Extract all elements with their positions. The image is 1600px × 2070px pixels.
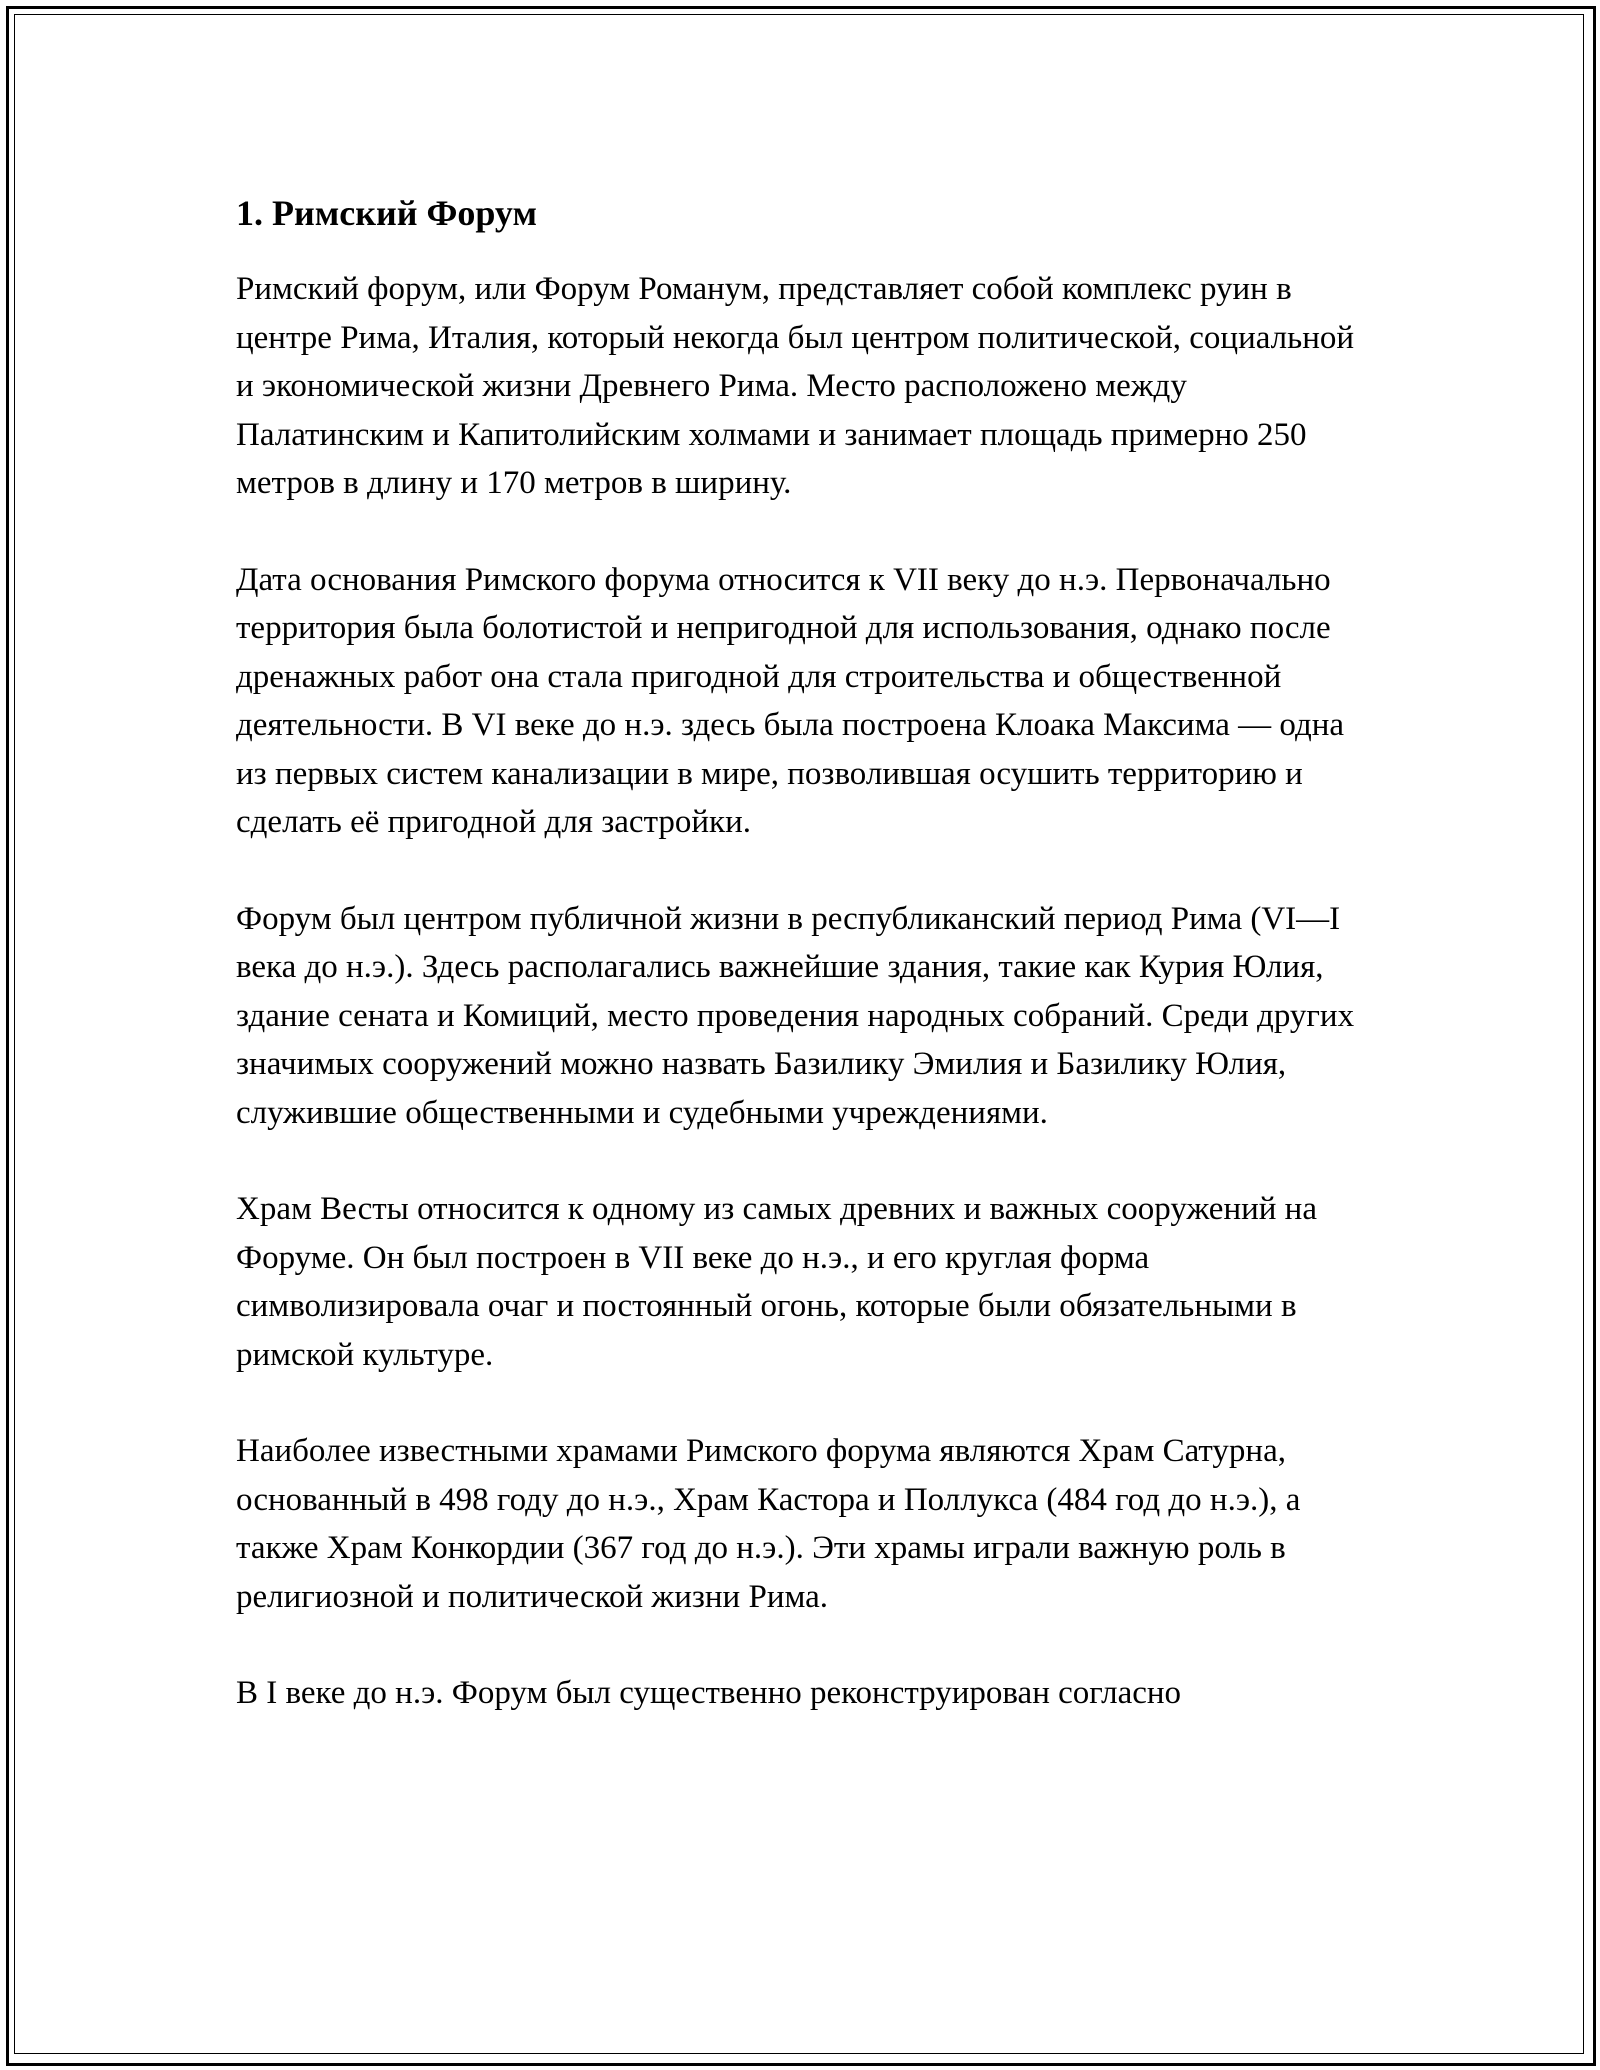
paragraph-6: В I веке до н.э. Форум был существенно реконструирован согласно (236, 1675, 1182, 1711)
section-heading: 1. Римский Форум (236, 193, 537, 233)
document-body (236, 185, 1366, 1718)
paragraph-2: Дата основания Римского форума относится к VII веку до н.э. Первоначально территория была болотистой и непригодной для использования, однако после дренажных работ она стала пригодной для строительства и общественной деятельности. В VI веке до н.э. здесь была построена Клоака Максима — одна из первых систем канализации в мире, позволившая осушить территорию и сделать её пригодной для застройки. (236, 561, 1345, 840)
paragraph-5: Наиболее известными храмами Римского форума являются Храм Сатурна, основанный в 498 году до н.э., Храм Кастора и Поллукса (484 год до н.э.), а также Храм Конкордии (367 год до н.э.). Эти храмы играли важную роль в религиозной и политической жизни Рима. (236, 1433, 1301, 1615)
paragraph-3: Форум был центром публичной жизни в республиканский период Рима (VI—I века до н.э.). Здесь располагались важнейшие здания, такие как Курия Юлия, здание сената и Комиций, место проведения народных собраний. Среди других значимых сооружений можно назвать Базилику Эмилия и Базилику Юлия, служившие общественными и судебными учреждениями. (236, 900, 1355, 1131)
paragraph-1: Римский форум, или Форум Романум, представляет собой комплекс руин в центре Рима, Италия, который некогда был центром политической, социальной и экономической жизни Древнего Рима. Место расположено между Палатинским и Капитолийским холмами и занимает площадь примерно 250 метров в длину и 170 метров в ширину. (236, 271, 1355, 501)
paragraph-4: Храм Весты относится к одному из самых древних и важных сооружений на Форуме. Он был построен в VII веке до н.э., и его круглая форма символизировала очаг и постоянный огонь, которые были обязательными в римской культуре. (236, 1191, 1317, 1373)
